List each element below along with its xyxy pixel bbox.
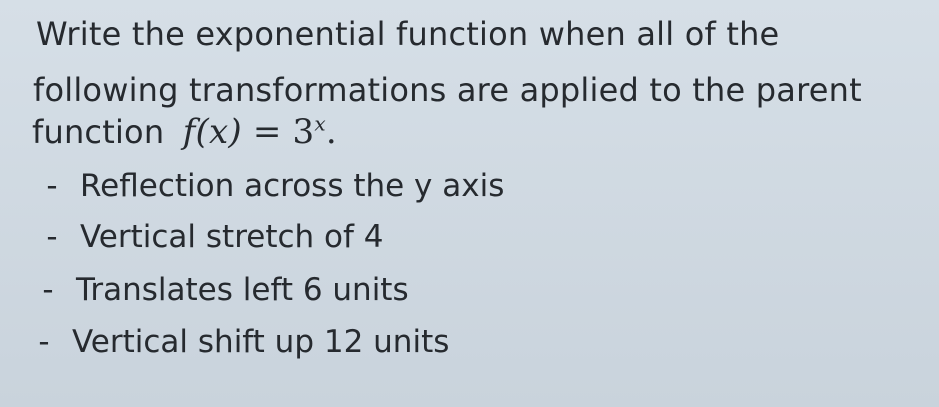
- function-exponent: x: [314, 111, 326, 136]
- prompt-function-word: function: [32, 113, 165, 151]
- prompt-line-3: [32, 112, 337, 152]
- transformation-bullet: -: [46, 219, 58, 255]
- transformation-bullet: -: [38, 324, 50, 360]
- parent-function-expression: [183, 112, 337, 152]
- transformation-item: [38, 217, 384, 257]
- transformation-item: [30, 322, 449, 362]
- transformation-bullet: -: [42, 272, 54, 308]
- transformation-bullet: -: [46, 168, 58, 204]
- function-base: 3: [292, 112, 315, 152]
- transformation-text: Vertical shift up 12 units: [72, 324, 450, 360]
- transformation-text: Translates left 6 units: [76, 272, 409, 308]
- transformation-item: [38, 166, 504, 206]
- prompt-line-1: Write the exponential function when all of the: [36, 15, 780, 53]
- prompt-line-2: following transformations are applied to the parent: [33, 71, 862, 109]
- function-equals: =: [252, 112, 282, 152]
- function-lhs: f(x): [182, 112, 242, 152]
- transformation-item: [34, 270, 409, 310]
- transformation-text: Reflection across the y axis: [80, 168, 505, 204]
- transformation-text: Vertical stretch of 4: [80, 219, 384, 255]
- function-period: .: [325, 112, 337, 152]
